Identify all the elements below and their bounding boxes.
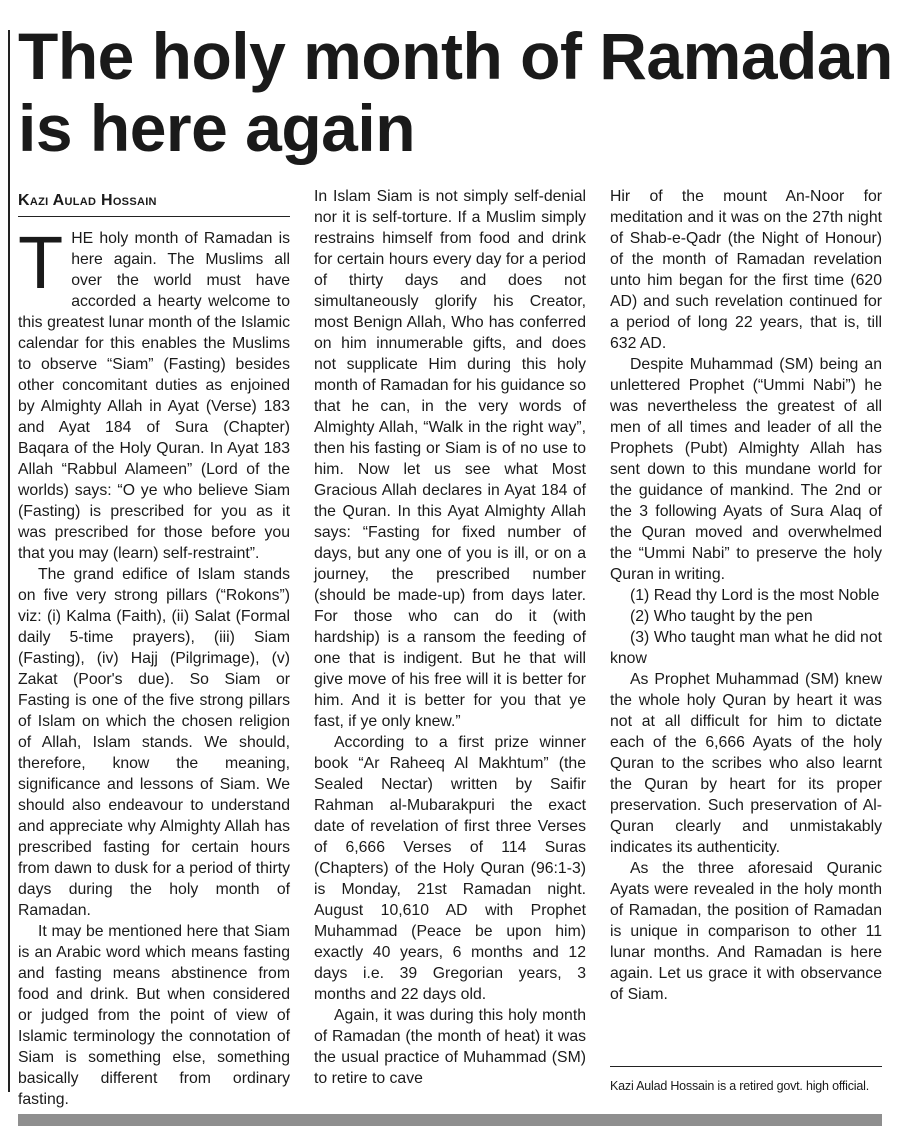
- author-footnote: Kazi Aulad Hossain is a retired govt. high official.: [610, 1066, 882, 1093]
- article-column-1: [18, 221, 290, 1108]
- article-column-2: [314, 186, 586, 1098]
- article-column-3: [610, 186, 882, 1098]
- paragraph-5: According to a first prize winner book “Ar Raheeq Al Makhtum” (the Sealed Nectar) written by Saifir Rahman al-Mubarakpuri the exact date of revelation of first three Verses of 6,666 Verses of 114 Suras (Chapters) of the Holy Quran (96:1-3) is Monday, 21st Ramadan night. August 10,610 AD with Prophet Muhammad (Peace be upon him) exactly 40 years, 6 months and 12 days i.e. 39 Gregorian years, 3 months and 22 days old.: [314, 734, 586, 1003]
- paragraph-10: As the three aforesaid Quranic Ayats were revealed in the holy month of Ramadan, the position of Ramadan is unique in comparison to other 11 lunar months. And Ramadan is here again. Let us grace it with observance of Siam.: [610, 860, 882, 1003]
- author-byline: Kazi Aulad Hossain: [18, 192, 290, 217]
- paragraph-7: Hir of the mount An-Noor for meditation and it was on the 27th night of Shab-e-Qadr (the Night of Honour) of the month of Ramadan revelation unto him began for the first time (620 AD) and such revelation continued for a period of long 22 years, that is, till 632 AD.: [610, 188, 882, 352]
- headline-line-1: The holy month of Ramadan: [18, 19, 893, 93]
- paragraph-4: In Islam Siam is not simply self-denial nor it is self-torture. If a Muslim simply restrains himself from food and drink for certain hours every day for a period of thirty days and does not simultaneously glorify his Creator, most Benign Allah, Who has conferred on him innumerable gifts, and does not supplicate Him during this holy month of Ramadan for his guidance so that he can, in the very words of Almighty Allah, “Walk in the right way”, then his fasting or Siam is of no use to him. Now let us see what Most Gracious Allah declares in Ayat 184 of the Quran. In this Ayat Almighty Allah says: “Fasting for fixed number of days, but any one of you is ill, or on a journey, the prescribed number (should be made-up) from days later. For those who can do it (with hardship) is a ransom the feeding of one that is indigent. But he that will give move of his free will it is better for him. And it is better for you that ye fast, if ye only knew.”: [314, 188, 586, 730]
- verse-1: (1) Read thy Lord is the most Noble: [630, 587, 880, 604]
- paragraph-8: Despite Muhammad (SM) being an unlettered Prophet (“Ummi Nabi”) he was nevertheless the greatest of all men of all times and leader of all the Prophets (Pubt) Almighty Allah has sent down to this mundane world for the guidance of mankind. The 2nd or the 3 following Ayats of Sura Alaq of the Quran moved and overwhelmed the “Ummi Nabi” to preserve the holy Quran in writing.: [610, 356, 882, 583]
- article-headline: [18, 20, 898, 164]
- headline-line-2: is here again: [18, 91, 416, 165]
- drop-cap: T: [18, 221, 64, 304]
- paragraph-6: Again, it was during this holy month of Ramadan (the month of heat) it was the usual practice of Muhammad (SM) to retire to cave: [314, 1007, 586, 1087]
- verse-2: (2) Who taught by the pen: [630, 608, 813, 625]
- paragraph-1-text: HE holy month of Ramadan is here again. The Muslims all over the world must have accorded a hearty welcome to this greatest lunar month of the Islamic calendar for this enables the Muslims to observe “Siam” (Fasting) besides other concomitant duties as enjoined by Almighty Allah in Ayat (Verse) 183 and Ayat 184 of Sura (Chapter) Baqara of the Holy Quran. In Ayat 183 Allah “Rabbul Alameen” (Lord of the worlds) says: “O ye who believe Siam (Fasting) is prescribed for you as it was prescribed for those before you that you may (learn) self-restraint”.: [18, 230, 290, 562]
- paragraph-3: It may be mentioned here that Siam is an Arabic word which means fasting and fasting means abstinence from food and drink. But when considered or judged from the point of view of Islamic terminology the connotation of Siam is something else, something basically different from ordinary fasting.: [18, 923, 290, 1108]
- left-column-rule: [8, 30, 10, 1092]
- verse-3: (3) Who taught man what he did not know: [610, 629, 882, 667]
- paragraph-2: The grand edifice of Islam stands on five very strong pillars (“Rokons”) viz: (i) Kalma (Faith), (ii) Salat (Formal daily 5-time prayers), (iii) Siam (Fasting), (iv) Hajj (Pilgrimage), (v) Zakat (Poor's due). So Siam or Fasting is one of the five strong pillars of Islam on which the chosen religion of Allah, Islam stands. We should, therefore, know the meaning, significance and lessons of Siam. We should also endeavour to understand and appreciate why Almighty Allah has prescribed fasting for certain hours from dawn to dusk for a period of thirty days during the holy month of Ramadan.: [18, 566, 290, 919]
- paragraph-9: As Prophet Muhammad (SM) knew the whole holy Quran by heart it was not at all difficult for him to dictate each of the 6,666 Ayats of the holy Quran to the scribes who also learnt the Quran by heart for its proper preservation. Such preservation of Al-Quran clearly and unmistakably indicates its authenticity.: [610, 671, 882, 856]
- paragraph-1: [18, 221, 290, 564]
- bottom-divider-bar: [18, 1114, 882, 1126]
